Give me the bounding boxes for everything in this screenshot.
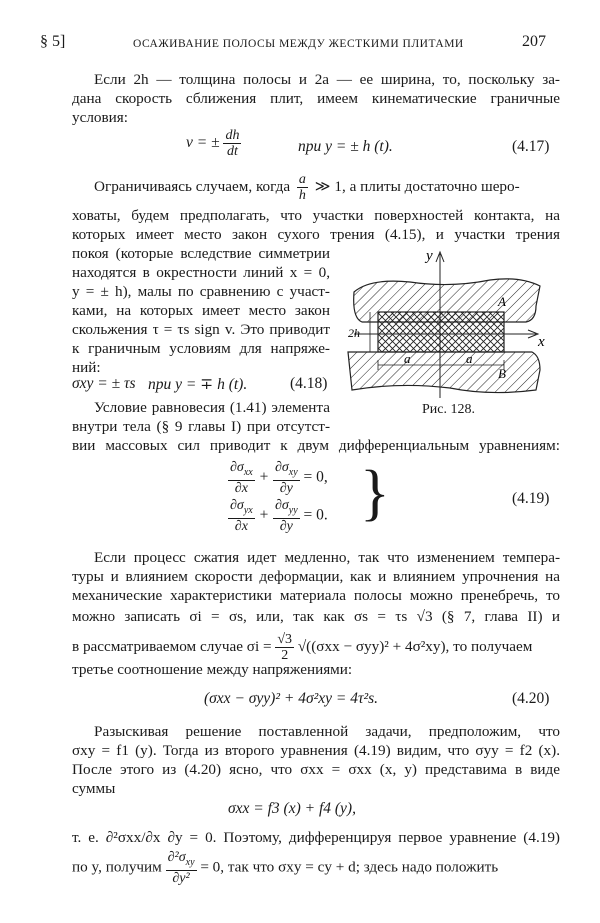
equation-4-20: (σxx − σyy)² + 4σ²xy = 4τ²s.: [204, 690, 379, 707]
fig-label-x: x: [538, 334, 545, 350]
equation-4-17: v = ± $\frac{dh}{dt}$: [186, 128, 240, 159]
para2-line4: покоя (которые вследствие симметрии: [72, 245, 330, 262]
equation-sum: σxx = f3 (x) + f4 (y),: [228, 800, 356, 817]
page-number: 207: [522, 33, 546, 50]
figure-128: [340, 240, 562, 400]
para1-line1: Если 2h — толщина полосы и 2a — ее ширина, то, поскольку за-: [94, 71, 560, 88]
para2-line9: к граничным условиям для напряже-: [72, 340, 330, 357]
para2-line10: ний:: [72, 359, 101, 376]
figure-caption: Рис. 128.: [422, 402, 475, 417]
para3-line2: внутри тела (§ 9 главы I) при отсутст-: [72, 418, 330, 435]
para4-line6: третье соотношение между напряжениями:: [72, 661, 353, 678]
para5-line3: После этого из (4.20) ясно, что σxx = σxx (x, y) представима в виде: [72, 761, 560, 778]
fig-label-a1: a: [404, 351, 411, 366]
para4-line3: механические характеристики материала полосы можно пренебречь, то: [72, 587, 560, 604]
para2-line3: которых имеет место закон сухого трения (4.15), и участки трения: [72, 226, 560, 243]
para1-line3: условия:: [72, 109, 129, 126]
para6-line1: т. е. ∂²σxx/∂x ∂y = 0. Поэтому, дифференцируя первое уравнение (4.19): [72, 829, 560, 846]
equation-4-19-brace: }: [360, 459, 390, 527]
para2-line5: находятся в окрестности линий x = 0,: [72, 264, 330, 281]
equation-4-17-condition: при y = ± h (t).: [298, 138, 393, 155]
equation-label-4-20: (4.20): [512, 690, 550, 707]
para5-line1: Разыскивая решение поставленной задачи, предположим, что: [94, 723, 560, 740]
para4-line2: туры и влиянием скорости деформации, как и влиянием упрочнения на: [72, 568, 560, 585]
para4-line4: можно записать σi = σs, или, так как σs = τs √3 (§ 7, глава II) и: [72, 608, 560, 625]
para1-line2: дана скорость сближения плит, имеем кинематические граничные: [72, 90, 560, 107]
para3-line3: вии массовых сил приводит к двум дифференциальным уравнениям:: [72, 437, 560, 454]
fig-label-B: B: [498, 366, 506, 381]
para2-line1: Ограничиваясь случаем, когда $\frac{a}{h}$ ≫ 1, а плиты достаточно шеро-: [94, 172, 520, 203]
fig-label-y: y: [426, 248, 433, 264]
para2-line8: скольжения τ = τs sign v. Это приводит: [72, 321, 330, 338]
equation-4-18: σxy = ± τs: [72, 375, 136, 392]
header-section: § 5]: [40, 33, 66, 50]
para4-line5: в рассматриваемом случае σi = $\frac{√3}{2}$ √((σxx − σyy)² + 4σ²xy), то получаем: [72, 632, 533, 663]
fig-label-2h: 2h: [348, 326, 360, 340]
equation-4-19-row2: $\frac{\partial\sigma_{yx}}{\partial x}$ + $\frac{\partial\sigma_{yy}}{\partial y}$ = 0.: [230, 498, 328, 534]
lower-plate: [348, 352, 540, 393]
para2-line7: ками, на которых имеет место закон: [72, 302, 330, 319]
para4-line1: Если процесс сжатия идет медленно, так что изменением темпера-: [94, 549, 560, 566]
equation-label-4-18: (4.18): [290, 375, 328, 392]
para6-line2: по y, получим $\frac{\partial^2\sigma_{xy}}{\text{∂y²}}$ = 0, так что σxy = cy + d; здесь надо положить: [72, 850, 499, 886]
running-title: ОСАЖИВАНИЕ ПОЛОСЫ МЕЖДУ ЖЕСТКИМИ ПЛИТАМИ: [133, 38, 464, 50]
equation-label-4-17: (4.17): [512, 138, 550, 155]
strip: [378, 312, 504, 352]
para5-line4: суммы: [72, 780, 116, 797]
equation-label-4-19: (4.19): [512, 490, 550, 507]
fig-label-a2: a: [466, 351, 473, 366]
para2-line2: ховаты, будем предполагать, что участки поверхностей контакта, на: [72, 207, 560, 224]
para3-line1: Условие равновесия (1.41) элемента: [94, 399, 330, 416]
para2-line6: y = ± h), малы по сравнению с участ-: [72, 283, 330, 300]
equation-4-19-row1: $\frac{\partial\sigma_{xx}}{\partial x}$ + $\frac{\partial\sigma_{xy}}{\partial y}$ = 0,: [230, 460, 328, 496]
fig-label-A: A: [498, 294, 506, 309]
equation-4-18-condition: при y = ∓ h (t).: [148, 376, 248, 393]
para5-line2: σxy = f1 (y). Тогда из второго уравнения (4.19) видим, что σyy = f2 (x).: [72, 742, 560, 759]
